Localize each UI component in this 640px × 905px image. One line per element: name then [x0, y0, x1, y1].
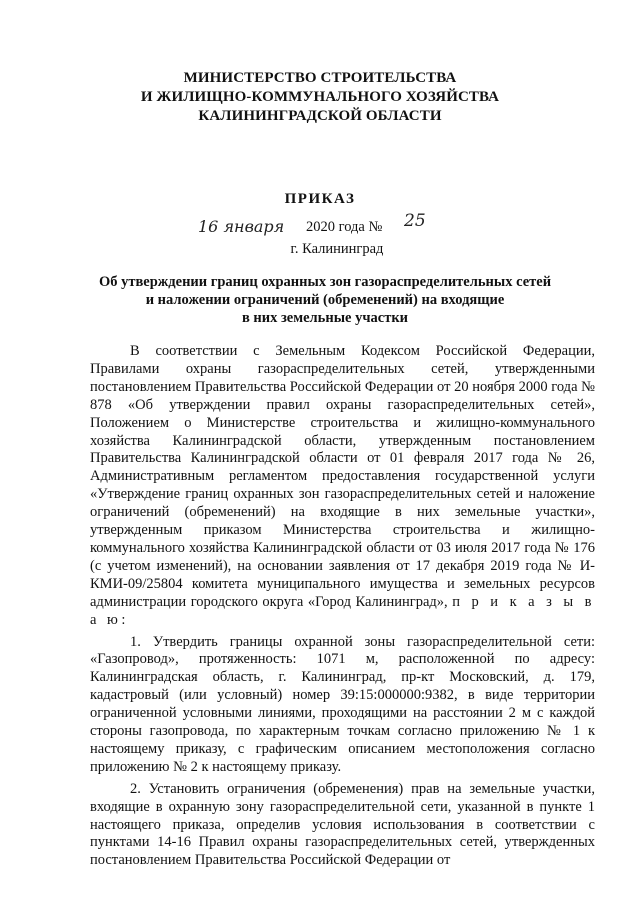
- handwritten-date: 16 января: [198, 217, 285, 236]
- order-word: п р и к а з ы в а ю:: [90, 593, 595, 628]
- subject-line-2: и наложении ограничений (обременений) на входящие: [145, 292, 505, 308]
- preamble-text: В соответствии с Земельным Кодексом Российской Федерации, Правилами охраны газораспределительных сетей, утвержденными постановлением Правительства Российской Федерации от 20 ноября 2000 года № 878 «Об утверждении правил охраны газораспределительных сетей», Положением о Министерстве строительства и жилищно-коммунального хозяйства Калининградской области, утвержденным постановлением Правительства Калининградской области от 01 февраля 2017 года № 26, Административным регламентом предоставления государственной услуги «Утверждение границ охранных зон газораспределительных сетей и наложение ограничений (обременений) на входящие в них земельные участки», утвержденным приказом Министерства строительства и жилищно-коммунального хозяйства Калининградской области от 03 июля 2017 года № 176 (с учетом изменений), на основании заявления от 17 декабря 2019 года № И-КМИ-09/25804 комитета муниципального имущества и земельных ресурсов администрации городского округа «Город Калининград»,: [90, 343, 595, 610]
- handwritten-order-number: 25: [404, 211, 426, 231]
- header-line-1: МИНИСТЕРСТВО СТРОИТЕЛЬСТВА: [183, 70, 457, 86]
- header-line-2: И ЖИЛИЩНО-КОММУНАЛЬНОГО ХОЗЯЙСТВА: [140, 89, 500, 105]
- subject-line-3: в них земельные участки: [241, 310, 409, 326]
- preamble-paragraph: [90, 343, 595, 630]
- order-year-label: 2020 года №: [306, 219, 383, 235]
- item-1-paragraph: 1. Утвердить границы охранной зоны газораспределительной сети: «Газопровод», протяженность: 1071 м, расположенной по адресу: Калининградская область, г. Калининград, пр-кт Московский, д. 179, кадастровый (или условный) номер 39:15:000000:9382, в виде территории ограниченной условными линиями, проходящими на расстоянии 2 м с каждой стороны газопровода, по характерным точкам согласно приложению № 1 к настоящему приказу, с графическим описанием местоположения согласно приложению № 2 к настоящему приказу.: [90, 633, 595, 775]
- item-2-paragraph: 2. Установить ограничения (обременения) прав на земельные участки, входящие в охранную зону газораспределительной сети, указанной в пункте 1 настоящего приказа, определив условия использования в соответствии с пунктами 14-16 Правил охраны газораспределительных сетей, утвержденных постановлением Правительства Российской Федерации от: [90, 780, 595, 869]
- ministry-header: [0, 69, 640, 126]
- order-dateline: [196, 211, 496, 237]
- order-city: г. Калининград: [290, 241, 384, 257]
- order-title: ПРИКАЗ: [284, 191, 356, 207]
- order-body: [90, 343, 595, 870]
- order-subject: [90, 273, 560, 327]
- subject-line-1: Об утверждении границ охранных зон газораспределительных сетей: [98, 274, 552, 290]
- header-line-3: КАЛИНИНГРАДСКОЙ ОБЛАСТИ: [198, 108, 442, 124]
